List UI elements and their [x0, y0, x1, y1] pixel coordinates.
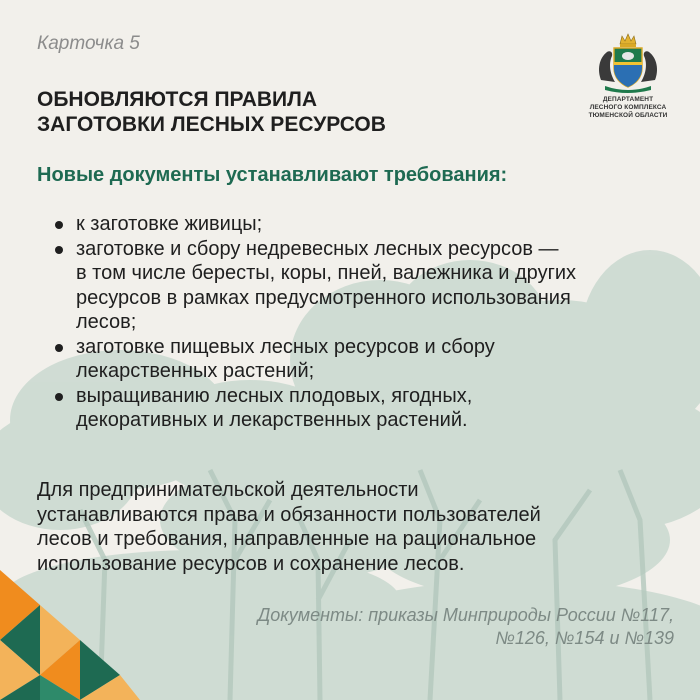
decorative-triangle-pattern: [0, 570, 140, 700]
bullet-icon: [55, 221, 63, 229]
bullet-icon: [55, 393, 63, 401]
list-item-line: декоративных и лекарственных растений.: [76, 409, 468, 431]
paragraph-line: использование ресурсов и сохранение лесов.: [37, 552, 465, 575]
body-paragraph: [37, 478, 677, 576]
requirements-list: [76, 212, 686, 433]
headline-line: ОБНОВЛЯЮТСЯ ПРАВИЛА: [37, 88, 318, 111]
subheading: Новые документы устанавливают требования:: [37, 164, 508, 186]
list-item-line: выращиванию лесных плодовых, ягодных,: [76, 384, 473, 407]
list-item: [76, 335, 686, 384]
card-number-label: Карточка 5: [37, 33, 140, 54]
list-item-line: в том числе бересты, коры, пней, валежника и других: [76, 262, 577, 284]
bullet-icon: [55, 246, 63, 254]
coat-of-arms-icon: [595, 32, 661, 94]
logo-caption-line: ЛЕСНОГО КОМПЛЕКСА: [589, 104, 667, 111]
list-item-line: лесов;: [76, 311, 137, 333]
paragraph-line: лесов и требования, направленные на рациональное: [37, 528, 537, 550]
card-headline: [37, 87, 557, 137]
paragraph-line: устанавливаются права и обязанности пользователей: [37, 503, 541, 526]
footnote-line: Документы: приказы Минприроды России №117,: [257, 605, 674, 625]
list-item: [76, 212, 686, 237]
logo-caption: [588, 96, 668, 120]
department-logo: [588, 32, 668, 120]
list-item-line: заготовке и сбору недревесных лесных ресурсов —: [76, 237, 559, 260]
list-item: [76, 384, 686, 433]
list-item-line: к заготовке живицы;: [76, 213, 263, 235]
logo-caption-line: ДЕПАРТАМЕНТ: [602, 96, 654, 103]
bullet-icon: [55, 344, 63, 352]
list-item-line: лекарственных растений;: [76, 360, 315, 382]
headline-line: ЗАГОТОВКИ ЛЕСНЫХ РЕСУРСОВ: [37, 113, 386, 136]
source-footnote: [154, 604, 674, 650]
list-item-line: заготовке пищевых лесных ресурсов и сбору: [76, 335, 495, 358]
paragraph-line: Для предпринимательской деятельности: [37, 479, 419, 501]
list-item: [76, 237, 686, 335]
list-item-line: ресурсов в рамках предусмотренного использования: [76, 286, 571, 309]
footnote-line: №126, №154 и №139: [495, 628, 674, 648]
logo-caption-line: ТЮМЕНСКОЙ ОБЛАСТИ: [588, 112, 668, 119]
